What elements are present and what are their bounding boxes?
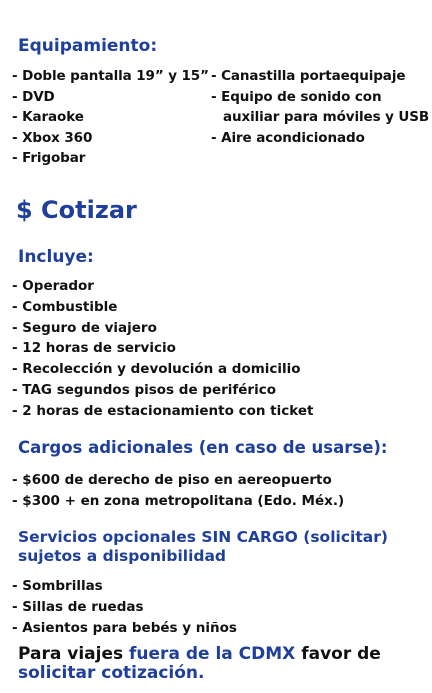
list-item: - Aire acondicionado [211,129,365,146]
servicios-title [18,528,388,566]
list-item: - Canastilla portaequipaje [211,68,406,84]
incluye-title: Incluye: [18,247,94,267]
list-item: - Sillas de ruedas [12,598,144,615]
list-item: - 12 horas de servicio [12,340,176,357]
servicios-title-line: Servicios opcionales SIN CARGO (solicitar) [18,528,388,546]
footer-note [18,645,381,683]
list-item-continuation: auxiliar para móviles y USB [223,109,430,125]
list-item: - Sombrillas [12,578,103,594]
footer-text: Para viajes [18,644,130,664]
list-item: - Equipo de sonido con [211,88,382,105]
list-item: - $300 + en zona metropolitana (Edo. Méx.) [12,492,345,509]
list-item: - Combustible [12,298,118,315]
list-item: - Doble pantalla 19” y 15” [12,68,209,84]
list-item: - DVD [12,88,55,105]
equipamiento-title: Equipamiento: [18,36,158,56]
incluye-list [12,276,313,422]
footer-line: solicitar cotización. [18,663,205,683]
cotizar-link[interactable]: $ Cotizar [16,196,137,224]
list-item: - Asientos para bebés y niños [12,619,237,636]
list-item: - TAG segundos pisos de periférico [12,381,276,398]
servicios-title-line: sujetos a disponibilidad [18,547,227,565]
list-item: - 2 horas de estacionamiento con ticket [12,402,314,419]
equipamiento-list-right [211,66,429,148]
list-item: - Frigobar [12,150,86,166]
footer-highlight: fuera de la CDMX [129,644,296,664]
list-item: - $600 de derecho de piso en aereopuerto [12,472,332,488]
list-item: - Karaoke [12,109,84,125]
cargos-title: Cargos adicionales (en caso de usarse): [18,438,388,457]
footer-text: favor de [295,644,381,664]
servicios-list [12,576,237,638]
list-item: - Seguro de viajero [12,319,157,336]
equipamiento-list-left [12,66,209,169]
cargos-list [12,470,344,512]
list-item: - Recolección y devolución a domicilio [12,361,301,378]
footer-line [18,645,381,664]
list-item: - Operador [12,278,94,294]
list-item: - Xbox 360 [12,129,93,146]
